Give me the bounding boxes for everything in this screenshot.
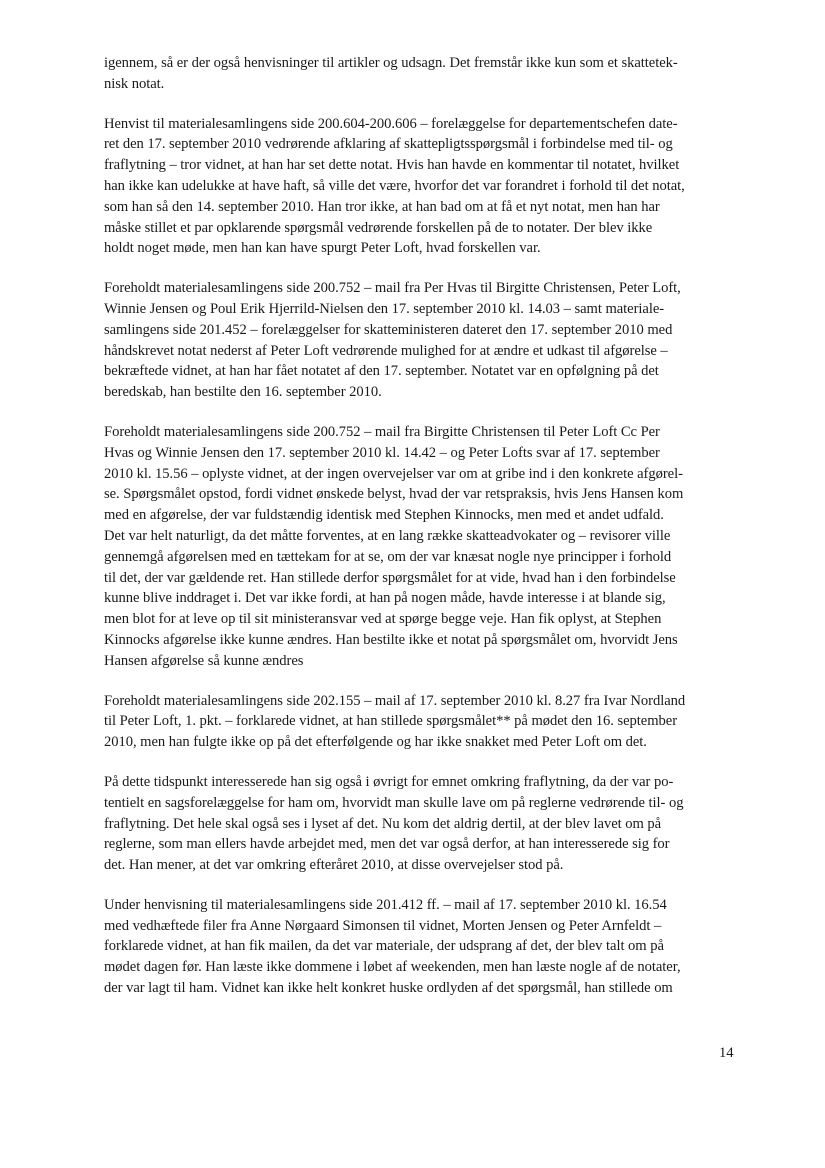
text-line: igennem, så er der også henvisninger til artikler og udsagn. Det fremstår ikke kun som et skattetek-: [104, 55, 678, 71]
text-line: mødet dagen før. Han læste ikke dommene i løbet af weekenden, men han læste nogle af de notater,: [104, 959, 681, 976]
text-line: nisk notat.: [104, 75, 165, 92]
page-number: 14: [719, 1045, 734, 1061]
text-line: håndskrevet notat nederst af Peter Loft vedrørende mulighed for at ændre et udkast til afgørelse –: [104, 342, 668, 359]
text-line: gennemgå afgørelsen med en tættekam for at se, om der var knæsat nogle nye principper i forhold: [104, 548, 672, 565]
text-line: til det, der var gældende ret. Han stillede derfor spørgsmålet for at vide, hvad han i den forbindelse: [104, 569, 676, 586]
text-line: det. Han mener, at det var omkring efteråret 2010, at disse overvejelser stod på.: [104, 857, 564, 874]
text-line: forklarede vidnet, at han fik mailen, da det var materiale, der udsprang af det, der blev talt om på: [104, 938, 664, 955]
text-line: tentielt en sagsforelæggelse for ham om, hvorvidt man skulle lave om på reglerne vedrørende til- og: [104, 794, 684, 811]
text-line: til Peter Loft, 1. pkt. – forklarede vidnet, at han stillede spørgsmålet** på mødet den 16. september: [104, 713, 678, 730]
text-line: Hvas og Winnie Jensen den 17. september 2010 kl. 14.42 – og Peter Lofts svar af 17. september: [104, 444, 660, 461]
text-line: Henvist til materialesamlingens side 200.604-200.606 – forelæggelse for departementschefen date-: [104, 115, 678, 132]
text-line: Under henvisning til materialesamlingens side 201.412 ff. – mail af 17. september 2010 kl. 16.54: [104, 896, 667, 913]
text-line: 2010 kl. 15.56 – oplyste vidnet, at der ingen overvejelser var om at gribe ind i den konkrete afgørel-: [104, 465, 683, 482]
text-line: ret den 17. september 2010 vedrørende afklaring af skattepligtsspørgsmål i forbindelse med til- og: [104, 136, 673, 153]
text-line: Hansen afgørelse så kunne ændres: [104, 652, 304, 669]
paragraph-5: [104, 691, 744, 753]
text-line: se. Spørgsmålet opstod, fordi vidnet ønskede belyst, hvad der var retspraksis, hvis Jens Hansen kom: [104, 486, 684, 503]
text-line: der var lagt til ham. Vidnet kan ikke helt konkret huske ordlyden af det spørgsmål, han stillede om: [104, 980, 673, 997]
text-line: På dette tidspunkt interesserede han sig også i øvrigt for emnet omkring fraflytning, da der var po-: [104, 773, 674, 790]
text-line: kunne blive inddraget i. Det var ikke fordi, at han på nogen måde, havde interesse i at blande sig,: [104, 590, 666, 607]
text-line: 2010, men han fulgte ikke op på det efterfølgende og har ikke snakket med Peter Loft om det.: [104, 734, 647, 751]
text-line: holdt noget møde, men han kan have spurgt Peter Loft, hvad forskellen var.: [104, 240, 541, 257]
text-line: Foreholdt materialesamlingens side 202.155 – mail af 17. september 2010 kl. 8.27 fra Ivar Nordland: [104, 692, 686, 709]
paragraph-3: [104, 278, 744, 403]
document-body: [104, 53, 744, 1018]
text-line: Foreholdt materialesamlingens side 200.752 – mail fra Birgitte Christensen til Peter Loft Cc Per: [104, 423, 660, 440]
paragraph-4: [104, 422, 744, 672]
text-line: som han så den 14. september 2010. Han tror ikke, at han bad om at få et nyt notat, men han har: [104, 198, 660, 215]
text-line: Foreholdt materialesamlingens side 200.752 – mail fra Per Hvas til Birgitte Christensen, Peter Loft,: [104, 280, 681, 297]
text-line: Det var helt naturligt, da det måtte forventes, at en lang række skatteadvokater og – revisorer ville: [104, 527, 671, 544]
text-line: fraflytning. Det hele skal også ses i lyset af det. Nu kom det aldrig dertil, at der blev lavet om på: [104, 815, 662, 832]
paragraph-1: [104, 53, 744, 95]
text-line: beredskab, han bestilte den 16. september 2010.: [104, 384, 382, 401]
text-line: Kinnocks afgørelse ikke kunne ændres. Han bestilte ikke et notat på spørgsmålet om, hvorvidt Jens: [104, 631, 678, 648]
text-line: med vedhæftede filer fra Anne Nørgaard Simonsen til vidnet, Morten Jensen og Peter Arnfeldt –: [104, 917, 662, 934]
text-line: han ikke kan udelukke at have haft, så ville det være, hvorfor det var forandret i forhold til det notat,: [104, 177, 685, 194]
text-line: men blot for at leve op til sit ministeransvar ved at spørge begge veje. Han fik oplyst, at Stephen: [104, 611, 662, 628]
paragraph-2: [104, 114, 744, 260]
paragraph-7: [104, 895, 744, 999]
text-line: med en afgørelse, der var fuldstændig identisk med Stephen Kinnocks, men med et andet udfald.: [104, 507, 664, 524]
text-line: måske stillet et par opklarende spørgsmål vedrørende forskellen på de to notater. Der blev ikke: [104, 219, 653, 236]
text-line: samlingens side 201.452 – forelæggelser for skatteministeren dateret den 17. september 2010 med: [104, 321, 673, 338]
text-line: Winnie Jensen og Poul Erik Hjerrild-Nielsen den 17. september 2010 kl. 14.03 – samt materiale-: [104, 300, 665, 317]
text-line: reglerne, som man ellers havde arbejdet med, men det var også derfor, at han interesserede sig for: [104, 836, 670, 853]
paragraph-6: [104, 772, 744, 876]
text-line: fraflytning – tror vidnet, at han har set dette notat. Hvis han havde en kommentar til notatet, hvilket: [104, 157, 680, 174]
text-line: bekræftede vidnet, at han har fået notatet af den 17. september. Notatet var en opfølgning på det: [104, 363, 659, 380]
